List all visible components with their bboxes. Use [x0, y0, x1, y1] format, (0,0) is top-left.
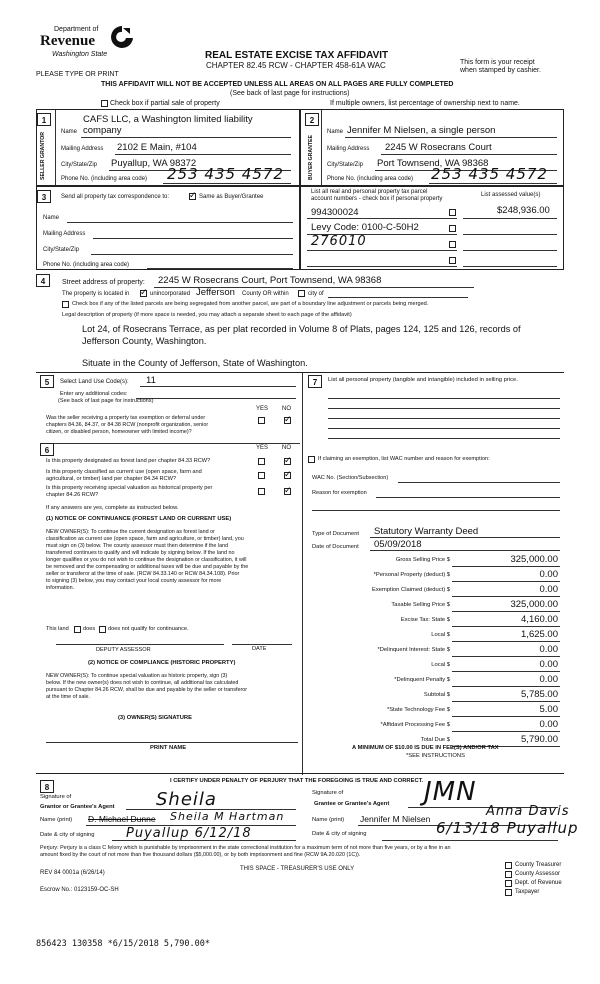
historic-q-b: chapter 84.26 RCW? [46, 492, 99, 498]
copy-label: Taxpayer [515, 889, 540, 895]
legal-line-3[interactable]: Situate in the County of Jefferson, State of Washington. [82, 358, 308, 368]
buyer-mailing[interactable]: 2245 W Rosecrans Court [385, 142, 492, 153]
section-number-7: 7 [308, 375, 322, 388]
parcel-header-2: account numbers - check box if personal property [311, 196, 443, 202]
owner-signature-title: (3) OWNER(S) SIGNATURE [118, 715, 192, 721]
doc-date[interactable]: 05/09/2018 [374, 539, 422, 550]
no-label-5: NO [282, 406, 291, 412]
forest-no-checkbox[interactable] [284, 458, 291, 465]
send-correspondence-label: Send all property tax correspondence to: [61, 194, 170, 200]
grantee-signature[interactable]: JMN [424, 777, 477, 807]
buyer-phone-label: Phone No. (including area code) [327, 176, 414, 182]
logo-line2: Revenue [40, 33, 95, 49]
grantor-signature[interactable]: Sheila [156, 789, 217, 810]
does-checkbox[interactable] [74, 626, 81, 633]
no-label-6: NO [282, 445, 291, 451]
calc-value[interactable]: 325,000.00 [510, 554, 558, 565]
section-number-1: 1 [37, 113, 51, 126]
calc-value[interactable]: 5,785.00 [521, 689, 558, 700]
grantor-sig-of: Signature of [40, 794, 72, 800]
assessed-header: List assessed value(s) [481, 192, 541, 198]
does-label: does [83, 626, 96, 632]
section-5-land-use [36, 373, 300, 443]
exemption-yes-checkbox[interactable] [258, 417, 265, 424]
buyer-name[interactable]: Jennifer M Nielsen, a single person [347, 125, 496, 136]
calc-label: Total Due $ [420, 737, 450, 743]
notice1-line: classification as current use (open space, farm and agriculture, or timber) land, you [46, 536, 244, 542]
minimum-due-2: *SEE INSTRUCTIONS [406, 753, 465, 759]
calc-value[interactable]: 0.00 [539, 569, 558, 580]
buyer-city[interactable]: Port Townsend, WA 98368 [377, 158, 489, 169]
current-use-no-checkbox[interactable] [284, 472, 291, 479]
calc-label: Taxable Selling Price $ [391, 602, 450, 608]
calc-value[interactable]: 1,625.00 [521, 629, 558, 640]
copy-checkbox[interactable] [505, 889, 512, 896]
legal-description-label: Legal description of property (if more space is needed, you may attach a separate sheet to each page of the affidavit) [62, 312, 352, 318]
section-2-buyer [300, 109, 564, 186]
seller-mailing[interactable]: 2102 E Main, #104 [117, 142, 197, 153]
calc-label: Subtotal $ [423, 692, 450, 698]
legal-line-2[interactable]: Jefferson County, Washington. [82, 336, 207, 346]
calc-row [306, 703, 564, 718]
copy-checkbox[interactable] [505, 871, 512, 878]
calc-row [306, 688, 564, 703]
notice-compliance-body [46, 673, 298, 701]
calc-row [306, 553, 564, 568]
exemption-q-a: Was the seller receiving a property tax exemption or deferral under [46, 415, 206, 421]
located-in-a: The property is located in [62, 291, 130, 297]
notice1-line: transferred continues to qualify and will indicate by signing below. If the land no [46, 550, 235, 556]
section-1-seller [36, 109, 300, 186]
copy-label: Dept. of Revenue [515, 880, 562, 886]
seller-name-label: Name [61, 129, 78, 135]
grantor-name-print-label: Name (print) [40, 817, 73, 823]
buyer-side-label: BUYER GRANTEE [308, 135, 314, 180]
seller-mailing-label: Mailing Address [61, 146, 104, 152]
calc-row [306, 628, 564, 643]
land-use-label: Select Land Use Code(s): [60, 379, 129, 385]
exemption-q-b: chapters 84.36, 84.37, or 84.38 RCW (nonprofit organization, senior [46, 422, 209, 428]
calc-row [306, 643, 564, 658]
form-subtitle: CHAPTER 82.45 RCW - CHAPTER 458-61A WAC [206, 61, 386, 70]
notice2-line: at the time of sale. [46, 694, 91, 700]
forest-land-q: Is this property designated as forest land per chapter 84.33 RCW? [46, 458, 211, 464]
grantor-name-hand[interactable]: Sheila M Hartman [170, 810, 285, 823]
exemption-q-c: citizen, or disabled person, homeowner with limited income)? [46, 429, 192, 435]
wac-no-label: WAC No. (Section/Subsection) [312, 475, 389, 481]
city-of-label: city of [308, 291, 324, 297]
copy-label: County Assessor [515, 871, 561, 877]
parcel-1-personal-checkbox[interactable] [449, 209, 456, 216]
calc-row [306, 673, 564, 688]
seller-phone[interactable]: 253 435 4572 [167, 165, 284, 183]
cashier-stamp: 856423 130358 *6/15/2018 5,790.00* [36, 939, 210, 949]
dor-logo [40, 25, 135, 70]
historic-no-checkbox[interactable] [284, 488, 291, 495]
copy-checkbox[interactable] [505, 862, 512, 869]
grantee-date-label: Date & city of signing [312, 831, 367, 837]
parcel-header-1: List all real and personal property tax parcel [311, 189, 428, 195]
calc-label: Exemption Claimed (deduct) $ [372, 587, 450, 593]
forest-yes-checkbox[interactable] [258, 458, 265, 465]
seller-side-label: SELLER GRANTOR [40, 131, 46, 180]
calc-row [306, 568, 564, 583]
calc-row [306, 658, 564, 673]
doc-type-label: Type of Document [312, 531, 360, 537]
section-8-certification [36, 775, 579, 858]
wac-claim-checkbox[interactable] [308, 456, 315, 463]
seller-phone-label: Phone No. (including area code) [61, 176, 148, 182]
seller-name-line2[interactable]: company [83, 125, 122, 136]
segregated-label: Check box if any of the listed parcels are being segregated from another parcel, are part of a boundary line adjustment or parcels being merged. [72, 301, 429, 307]
grantor-date-city[interactable]: Puyallup 6/12/18 [126, 826, 252, 841]
grantee-name-print-label: Name (print) [312, 817, 345, 823]
minimum-due-1: A MINIMUM OF $10.00 IS DUE IN FEE(S) AND/OR TAX [352, 745, 499, 751]
reason-label: Reason for exemption [312, 490, 367, 496]
calc-value[interactable]: 0.00 [539, 674, 558, 685]
seller-city[interactable]: Puyallup, WA 98372 [111, 158, 197, 169]
grantor-label: Grantor or Grantee's Agent [40, 804, 115, 810]
grantee-date-city[interactable]: 6/13/18 Puyallup [436, 819, 579, 837]
logo-line3: Washington State [52, 51, 108, 58]
rev-number: REV 84 0001a (6/26/14) [40, 870, 105, 876]
treasurer-space: THIS SPACE - TREASURER'S USE ONLY [240, 866, 355, 872]
land-use-code[interactable]: 11 [146, 375, 156, 386]
same-as-buyer-label: Same as Buyer/Grantee [199, 194, 264, 200]
doc-date-label: Date of Document [312, 544, 359, 550]
calc-row [306, 718, 564, 733]
segregated-checkbox[interactable] [62, 301, 69, 308]
if-yes-note: If any answers are yes, complete as instructed below. [46, 505, 179, 511]
corr-phone-label: Phone No. (including area code) [43, 262, 130, 268]
section-7-sale [306, 373, 564, 773]
parcel-4-personal-checkbox[interactable] [449, 257, 456, 264]
grantee-name-print: Jennifer M Nielsen [360, 814, 431, 824]
does-not-label: does not qualify for continuance. [108, 626, 189, 632]
wac-claim-label: If claiming an exemption, list WAC number and reason for exemption: [318, 456, 490, 462]
parcel-1[interactable]: 994300024 [311, 207, 359, 218]
doc-type[interactable]: Statutory Warranty Deed [374, 526, 479, 537]
form-title: REAL ESTATE EXCISE TAX AFFIDAVIT [205, 50, 389, 61]
personal-property-label: List all personal property (tangible and intangible) included in selling price. [328, 377, 518, 383]
notice1-line: to signing (3) below, you may contact your local county assessor for more [46, 578, 222, 584]
assessed-1[interactable]: $248,936.00 [497, 205, 550, 216]
grantor-name-print: D. Michael Dunne [88, 814, 156, 824]
historic-q-a: Is this property receiving special valuation as historical property per [46, 485, 213, 491]
buyer-phone[interactable]: 253 435 4572 [431, 165, 548, 183]
yes-label-6: YES [256, 445, 269, 451]
please-type: PLEASE TYPE OR PRINT [36, 71, 119, 78]
located-in-b: unincorporated [150, 291, 191, 297]
calc-label: *Delinquent Penalty $ [394, 677, 450, 683]
calc-label: Excise Tax: State $ [400, 617, 450, 623]
section-number-6: 6 [40, 443, 54, 456]
seller-name-line1: CAFS LLC, a Washington limited liability [83, 114, 253, 125]
partial-sale-label: Check box if partial sale of property [110, 100, 220, 107]
calc-value[interactable]: 0.00 [539, 584, 558, 595]
receipt-note-1: This form is your receipt [460, 59, 535, 66]
notice-compliance-title: (2) NOTICE OF COMPLIANCE (HISTORIC PROPERTY) [88, 660, 236, 666]
partial-sale-checkbox[interactable] [101, 100, 108, 107]
calc-label: *Personal Property (deduct) $ [373, 572, 450, 578]
current-use-q-a: Is this property classified as current use (open space, farm and [46, 469, 202, 475]
buyer-mailing-label: Mailing Address [327, 146, 370, 152]
deputy-assessor-label: DEPUTY ASSESSOR [96, 647, 151, 653]
calc-value[interactable]: 5.00 [539, 704, 558, 715]
section-3-correspondence [36, 186, 300, 270]
certify-statement: I CERTIFY UNDER PENALTY OF PERJURY THAT THE FOREGOING IS TRUE AND CORRECT. [170, 778, 424, 784]
levy-code[interactable]: Levy Code: 0100-C-50H2 [311, 222, 419, 233]
grantee-label: Grantee or Grantee's Agent [314, 801, 390, 807]
current-use-yes-checkbox[interactable] [258, 472, 265, 479]
calc-value[interactable]: 0.00 [539, 659, 558, 670]
grantee-sig-of: Signature of [312, 790, 344, 796]
notice-continuance-body [46, 529, 298, 592]
section-number-8: 8 [40, 780, 54, 793]
this-land-label: This land [46, 626, 69, 632]
multiple-owners-note: If multiple owners, list percentage of ownership next to name. [330, 100, 520, 107]
notice2-line: NEW OWNER(S): To continue special valuation as historic property, sign (3) [46, 673, 228, 679]
calc-value[interactable]: 0.00 [539, 644, 558, 655]
same-as-buyer-checkbox[interactable] [189, 193, 196, 200]
parcel-3-personal-checkbox[interactable] [449, 241, 456, 248]
buyer-city-label: City/State/Zip [327, 162, 364, 168]
calc-row [306, 583, 564, 598]
notice1-line: must sign on (3) below. The county assessor must then determine if the land [46, 543, 229, 549]
calc-value[interactable]: 0.00 [539, 719, 558, 730]
copy-checkbox[interactable] [505, 880, 512, 887]
notice-continuance-title: (1) NOTICE OF CONTINUANCE (FOREST LAND OR CURRENT USE) [46, 516, 232, 522]
notice1-line: information. [46, 585, 75, 591]
notice1-line: seller or transferor at the time of sale. (RCW 84.33.140 or RCW 84.34.108). Prior [46, 571, 240, 577]
street-label: Street address of property: [62, 279, 145, 286]
street-address[interactable]: 2245 W Rosecrans Court, Port Townsend, WA 98368 [158, 275, 382, 286]
city-of-checkbox[interactable] [298, 290, 305, 297]
located-in-c: County OR within [242, 291, 289, 297]
calc-row [306, 598, 564, 613]
perjury-note-1: Perjury: Perjury is a class C felony which is punishable by imprisonment in the state correctional institution for a maximum term of not more than five years, or by a fine in an [40, 845, 451, 851]
calc-label: *Affidavit Processing Fee $ [380, 722, 450, 728]
section-number-2: 2 [305, 113, 319, 126]
grantor-date-label: Date & city of signing [40, 832, 95, 838]
corr-mailing-label: Mailing Address [43, 231, 86, 237]
yes-label-5: YES [256, 406, 269, 412]
notice1-line: be removed and the compensating or additional taxes will be due and payable by the [46, 564, 249, 570]
copy-label: County Treasurer [515, 862, 562, 868]
receipt-note-2: when stamped by cashier. [460, 67, 541, 74]
exemption-no-checkbox[interactable] [284, 417, 291, 424]
corr-city-label: City/State/Zip [43, 247, 80, 253]
handwritten-code: 276010 [311, 234, 367, 249]
seller-city-label: City/State/Zip [61, 162, 98, 168]
calc-value[interactable]: 4,160.00 [521, 614, 558, 625]
county-name[interactable]: Jefferson [196, 287, 235, 298]
grantee-name-hand[interactable]: Anna Davis [486, 804, 570, 819]
legal-line-1[interactable]: Lot 24, of Rosecrans Terrace, as per plat recorded in Volume 8 of Plats, pages 124, 125 and 126, records of [82, 324, 521, 334]
calc-label: *State Technology Fee $ [386, 707, 450, 713]
section-4-property [36, 270, 564, 373]
notice2-line: pursuant to Chapter 84.26 RCW, shall be due and payable by the seller or transferor [46, 687, 248, 693]
notice2-line: below. If the new owner(s) does not wish to continue, all additional tax calculated [46, 680, 239, 686]
parcel-2-personal-checkbox[interactable] [449, 225, 456, 232]
section-3-parcels [300, 186, 564, 270]
calc-label: Gross Selling Price $ [395, 557, 450, 563]
section-6-designation [36, 440, 302, 765]
dor-emblem-icon [110, 25, 134, 51]
section-number-5: 5 [40, 375, 54, 388]
calc-value[interactable]: 325,000.00 [510, 599, 558, 610]
calc-value[interactable]: 5,790.00 [521, 734, 558, 745]
escrow-number: Escrow No.: 0123159-OC-SH [40, 887, 119, 893]
additional-codes-label: Enter any additional codes: [60, 391, 128, 397]
current-use-q-b: agricultural, or timber) land per chapter 84.34 RCW? [46, 476, 176, 482]
notice1-line: NEW OWNER(S): To continue the current designation as forest land or [46, 529, 215, 535]
print-name-label: PRINT NAME [150, 745, 187, 751]
logo-line1: Department of [54, 26, 99, 33]
calc-label: Local $ [431, 632, 450, 638]
calc-row [306, 613, 564, 628]
does-not-checkbox[interactable] [99, 626, 106, 633]
corr-name-label: Name [43, 215, 60, 221]
calc-label: Local $ [431, 662, 450, 668]
perjury-note-2: amount fixed by the court of not more than five thousand dollars ($5,000.00), or by both imprisonment and fine (RCW 9A.20.020 (1C)). [40, 852, 361, 858]
additional-codes-see-back: (See back of last page for instructions) [58, 398, 154, 404]
historic-yes-checkbox[interactable] [258, 488, 265, 495]
calc-label: *Delinquent Interest: State $ [377, 647, 450, 653]
notice1-line: longer qualifies or you do not wish to continue the designation or classification, it will [46, 557, 247, 563]
section-number-3: 3 [37, 190, 51, 203]
unincorporated-checkbox[interactable] [140, 290, 147, 297]
see-back: (See back of last page for instructions) [230, 90, 350, 97]
section-number-4: 4 [36, 274, 50, 287]
buyer-name-label: Name [327, 129, 344, 135]
date-label: DATE [252, 646, 267, 652]
form-warning: THIS AFFIDAVIT WILL NOT BE ACCEPTED UNLESS ALL AREAS ON ALL PAGES ARE FULLY COMPLETED [101, 81, 454, 88]
